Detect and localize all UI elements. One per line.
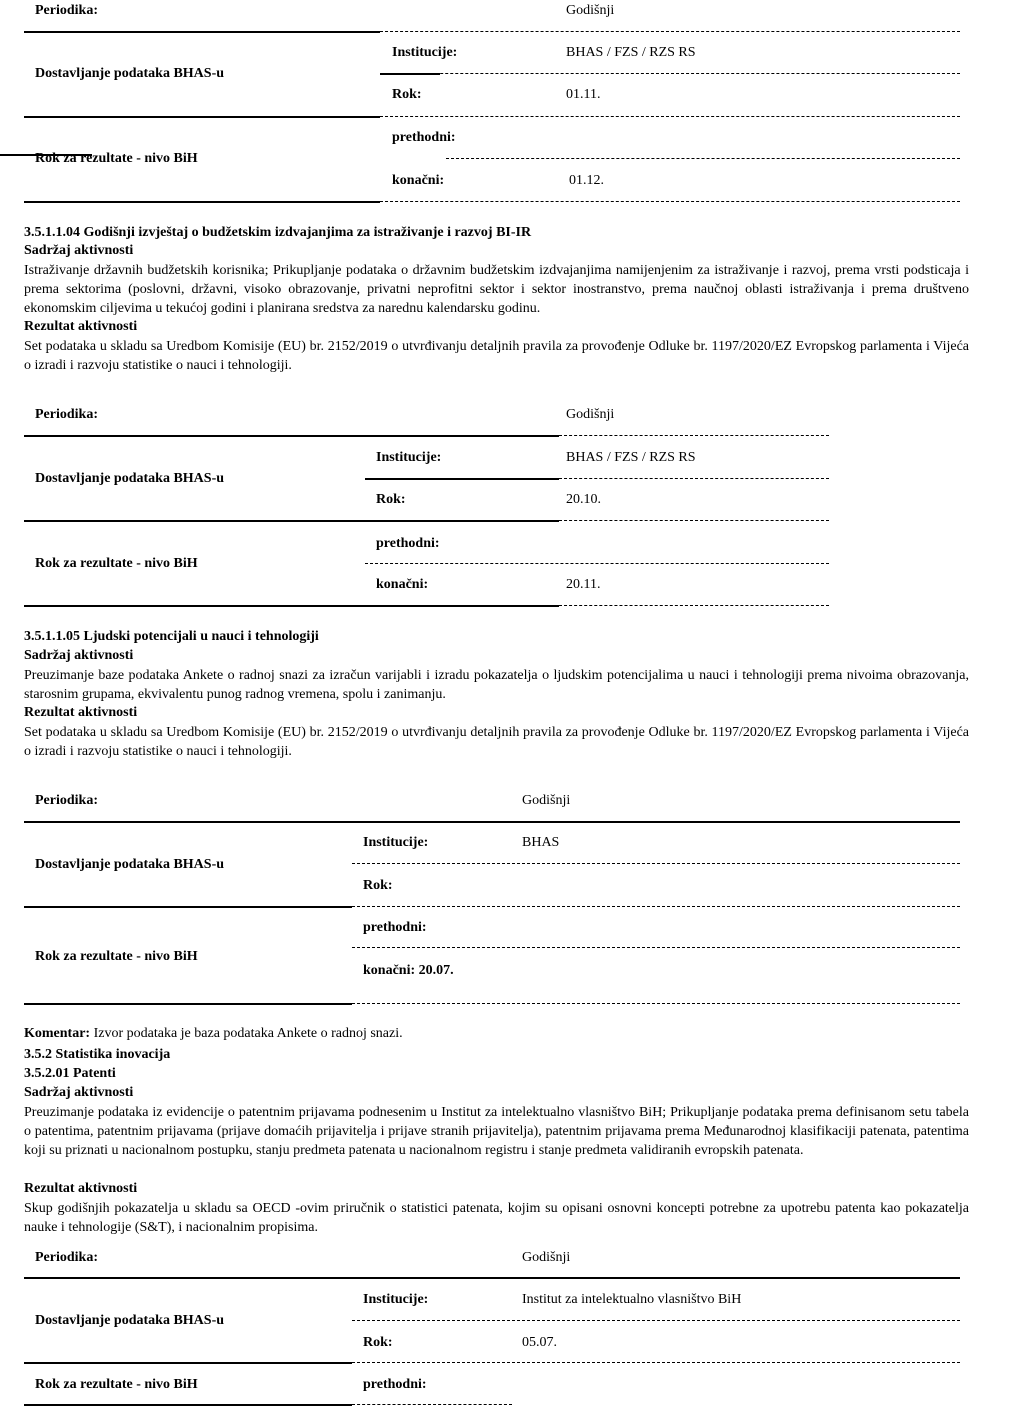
institucije-value: BHAS / FZS / RZS RS [566,450,696,465]
divider [559,605,829,606]
sadrzaj-heading: Sadržaj aktivnosti [24,648,134,663]
periodika-label: Periodika: [35,407,98,422]
rok-value: 01.11. [566,87,601,102]
komentar-text: Izvor podataka je baza podataka Ankete o radnoj snazi. [93,1026,403,1041]
periodika-value: Godišnji [566,3,615,18]
sadrzaj-heading: Sadržaj aktivnosti [24,243,134,258]
institucije-value: BHAS [522,835,560,850]
periodika-value: Godišnji [522,1250,571,1265]
divider [352,947,960,948]
divider [365,563,829,564]
divider [352,1362,960,1363]
institucije-label: Institucije: [363,835,429,850]
rok-rezultate-label: Rok za rezultate - nivo BiH [35,1377,198,1392]
rezultat-heading: Rezultat aktivnosti [24,319,138,334]
divider [24,821,960,823]
divider [559,520,829,521]
sadrzaj-text: Istraživanje državnih budžetskih korisnika; Prikupljanje podataka o državnim budžetskim izdvajanjima namijenjenim za istraživanje i razvoj, prema vrsti podsticaja i prema sektorima (poslovni, državni, visoko obrazovanje, privatni neprofitni sektor i sektor inostranstvo, prema naučnoj oblasti istraživanja i prema društveno ekonomskim ciljevima u tekućoj godini i planirana sredstva za narednu kalendarsku godinu. [24,263,969,316]
rok-label: Rok: [363,878,393,893]
divider [24,1003,352,1005]
divider [559,435,829,436]
divider [380,201,960,202]
institucije-label: Institucije: [376,450,442,465]
divider [352,1404,512,1405]
rok-label: Rok: [392,87,422,102]
divider [24,520,559,522]
dostavljanje-label: Dostavljanje podataka BHAS-u [35,1313,225,1328]
rok-rezultate-label: Rok za rezultate - nivo BiH [35,556,198,571]
section-title: 3.5.1.1.04 Godišnji izvještaj o budžetskim izdvajanjima za istraživanje i razvoj BI-IR [24,225,532,240]
periodika-label: Periodika: [35,793,98,808]
divider [365,478,559,480]
komentar-label: Komentar: [24,1026,91,1041]
rok-rezultate-label: Rok za rezultate - nivo BiH [35,949,198,964]
section-title: 3.5.1.1.05 Ljudski potencijali u nauci i tehnologiji [24,629,319,644]
prethodni-label: prethodni: [392,130,456,145]
divider [24,1277,960,1279]
divider [24,605,559,607]
institucije-label: Institucije: [392,45,458,60]
institucije-value: Institut za intelektualno vlasništvo BiH [522,1292,742,1307]
rok-label: Rok: [376,492,406,507]
section-heading: 3.5.2 Statistika inovacija [24,1047,171,1062]
rok-value: 20.10. [566,492,601,507]
prethodni-label: prethodni: [363,920,427,935]
divider [380,31,960,32]
periodika-value: Godišnji [522,793,571,808]
dostavljanje-label: Dostavljanje podataka BHAS-u [35,66,225,81]
dostavljanje-label: Dostavljanje podataka BHAS-u [35,471,225,486]
divider [24,31,380,33]
konacni-value: 01.12. [569,173,604,188]
divider [352,863,960,864]
rezultat-text: Set podataka u skladu sa Uredbom Komisije (EU) br. 2152/2019 o utvrđivanju detaljnih pravila za provođenje Odluke br. 1197/2020/EZ Evropskog parlamenta i Vijeća o izradi i razvoju statistike o nauci i tehnologiji. [24,339,969,373]
divider [559,478,829,479]
rezultat-text: Skup godišnjih pokazatelja u skladu sa OECD -ovim priručnik o statistici patenata, kojim su opisani osnovni koncepti potrebne za upotrebu patenta kao pokazatelja nauke i tehnologije (S&T), i nacionalnim propisima. [24,1201,969,1235]
periodika-label: Periodika: [35,3,98,18]
section-title: 3.5.2.01 Patenti [24,1066,116,1081]
konacni-label: konačni: [392,173,445,188]
konacni-label: konačni: [376,577,429,592]
divider [24,1404,352,1406]
institucije-label: Institucije: [363,1292,429,1307]
divider [24,1362,352,1364]
divider [352,1320,960,1321]
rezultat-text: Set podataka u skladu sa Uredbom Komisije (EU) br. 2152/2019 o utvrđivanju detaljnih pravila za provođenje Odluke br. 1197/2020/EZ Evropskog parlamenta i Vijeća o izradi i razvoju statistike o nauci i tehnologiji. [24,725,969,759]
sadrzaj-text: Preuzimanje podataka iz evidencije o patentnim prijavama podnesenim u Institut za intelektualno vlasništvo BiH; Prikupljanje podataka prema definisanom setu tabela o patentima, patentnim prijavama (prijave domaćih prijavitelja i prijave stranih prijavitelja), patentnim prijavama prema Međunarodnoj klasifikaciji patenata, patentima koji su priznati u nacionalnom postupku, stanju predmeta patenata u nacionalnom registru i stanje predmeta validiranih evropskih patenata. [24,1105,969,1158]
divider [24,435,559,437]
divider [24,116,380,118]
rok-rezultate-label: Rok za rezultate - nivo BiH [35,151,198,166]
divider [380,73,440,75]
sadrzaj-text: Preuzimanje baze podataka Ankete o radnoj snazi za izračun varijabli i izradu pokazatelja o ljudskim potencijalima u nauci i tehnologiji prema nivoima obrazovanja, starosnim grupama, ekvivalentu punog radnog vremena, spolu i zanimanju. [24,668,969,702]
konacni-full: konačni: 20.07. [363,963,454,978]
komentar [24,1025,403,1042]
sadrzaj-heading: Sadržaj aktivnosti [24,1085,134,1100]
divider [24,906,352,908]
rezultat-heading: Rezultat aktivnosti [24,705,138,720]
institucije-value: BHAS / FZS / RZS RS [566,45,696,60]
periodika-value: Godišnji [566,407,615,422]
rok-value: 05.07. [522,1335,557,1350]
prethodni-label: prethodni: [363,1377,427,1392]
divider [446,158,960,159]
divider [24,201,380,203]
divider [352,906,960,907]
periodika-label: Periodika: [35,1250,98,1265]
konacni-value: 20.11. [566,577,601,592]
divider [352,1003,960,1004]
rok-label: Rok: [363,1335,393,1350]
divider [380,73,960,74]
rezultat-heading: Rezultat aktivnosti [24,1181,138,1196]
divider [380,116,960,117]
prethodni-label: prethodni: [376,536,440,551]
dostavljanje-label: Dostavljanje podataka BHAS-u [35,857,225,872]
